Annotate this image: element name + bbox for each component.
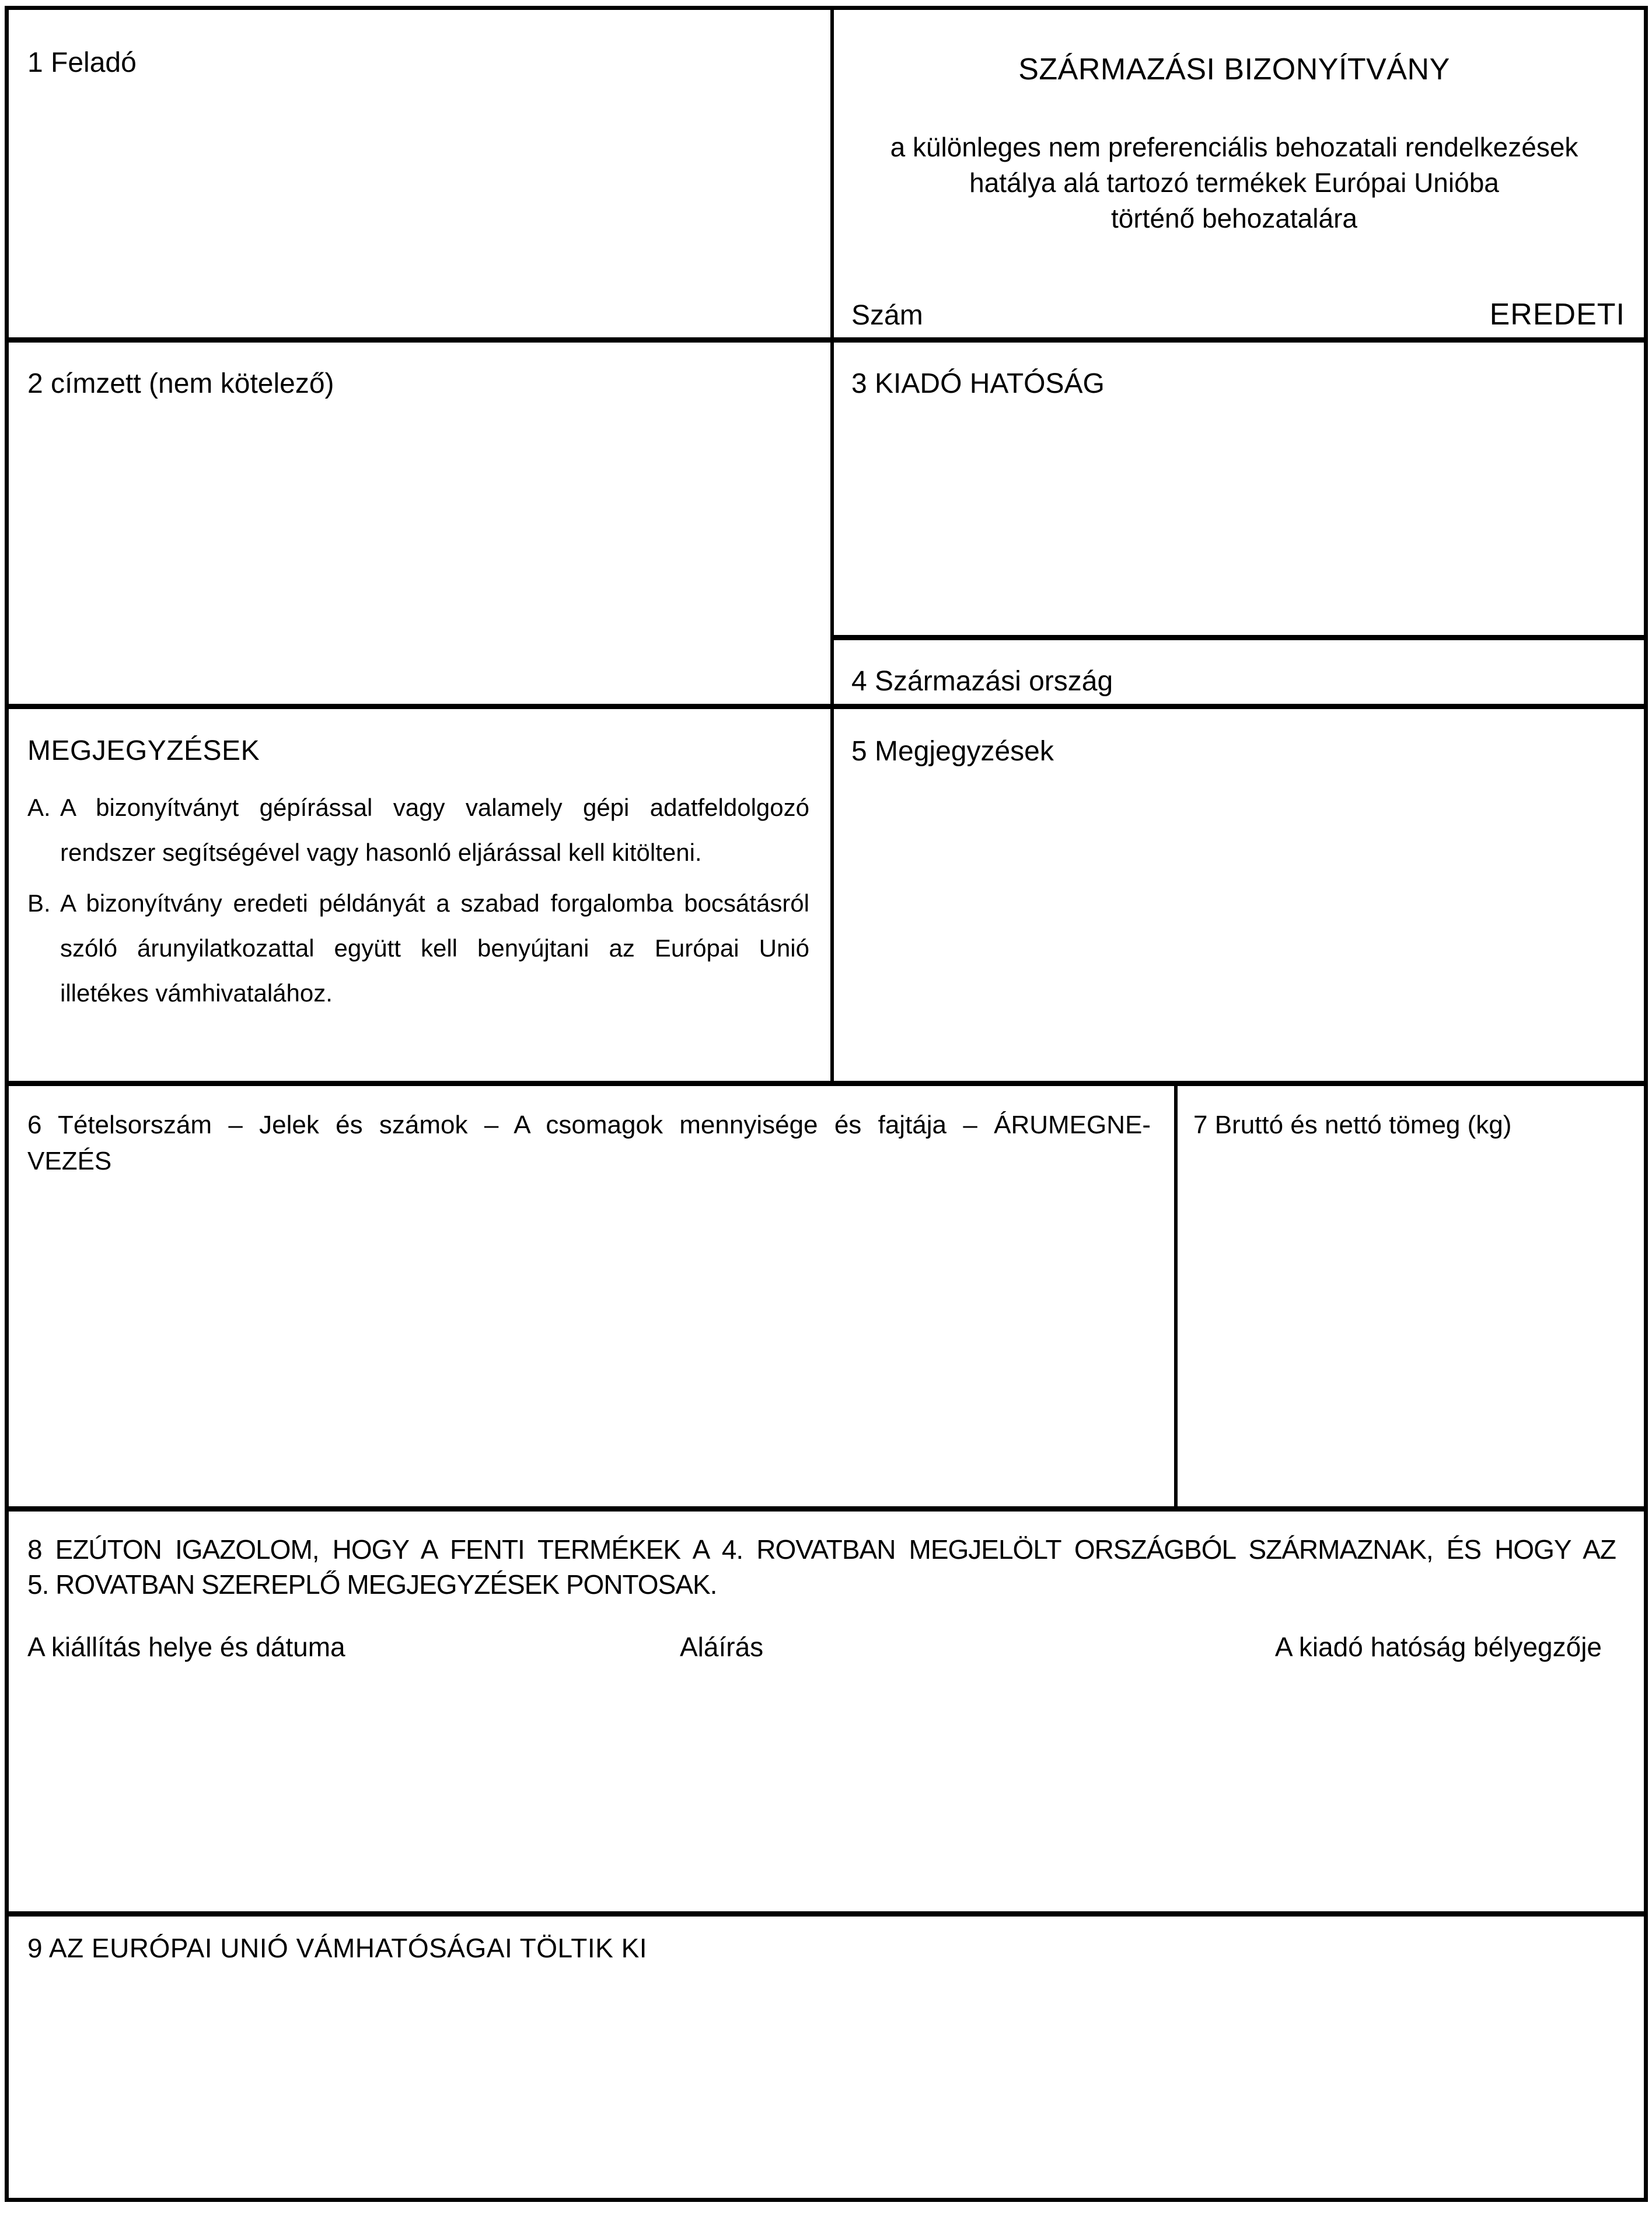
- box3-issuing-authority-label: 3 KIADÓ HATÓSÁG: [851, 368, 1105, 399]
- subtitle-line-3: történő behozatalára: [1111, 203, 1357, 233]
- notes-heading: MEGJEGYZÉSEK: [27, 735, 260, 766]
- divider-below-box4: [9, 704, 1644, 709]
- document-title: SZÁRMAZÁSI BIZONYÍTVÁNY: [1018, 53, 1450, 86]
- number-label: Szám: [851, 300, 923, 331]
- note-a-text: A bizonyítványt gépírással vagy valamely gépi adatfeldolgozó rendszer segítségével vagy hasonló eljárással kell kitölteni.: [60, 794, 809, 866]
- box6-label-line2: VEZÉS: [27, 1147, 112, 1175]
- document-subtitle: [843, 130, 1625, 236]
- divider-below-notes: [9, 1081, 1644, 1086]
- place-and-date-label: A kiállítás helye és dátuma: [27, 1632, 345, 1662]
- box8-certification-statement: [27, 1532, 1616, 1602]
- divider-main-columns: [830, 10, 834, 1081]
- box8-statement-line1: 8 EZÚTON IGAZOLOM, HOGY A FENTI TERMÉKEK A 4. ROVATBAN MEGJELÖLT ORSZÁGBÓL SZÁRMAZNAK, ÉS HOGY AZ: [27, 1534, 1616, 1565]
- box5-remarks-label: 5 Megjegyzések: [851, 736, 1054, 767]
- divider-below-box3: [830, 635, 1644, 640]
- box9-customs-use-label: 9 AZ EURÓPAI UNIÓ VÁMHATÓSÁGAI TÖLTIK KI: [27, 1933, 648, 1963]
- divider-below-row1: [9, 337, 1644, 343]
- signature-label: Aláírás: [680, 1632, 764, 1662]
- box8-statement-line2: 5. ROVATBAN SZEREPLŐ MEGJEGYZÉSEK PONTOSAK.: [27, 1569, 717, 1600]
- box1-sender-label: 1 Feladó: [27, 47, 137, 78]
- box6-item-description-label: [27, 1107, 1151, 1179]
- note-b: [27, 881, 809, 1015]
- note-a-marker: A.: [27, 794, 51, 821]
- note-b-text: A bizonyítvány eredeti példányát a szabad forgalomba bocsátásról szóló árunyilatkozattal együtt kell benyújtani az Európai Unió illetékes vámhivatalához.: [60, 889, 809, 1007]
- note-a: [27, 785, 809, 875]
- subtitle-line-1: a különleges nem preferenciális behozatali rendelkezések: [890, 132, 1578, 162]
- box2-consignee-label: 2 címzett (nem kötelező): [27, 368, 334, 399]
- divider-below-box8: [9, 1911, 1644, 1917]
- box7-gross-net-weight-label: 7 Bruttó és nettó tömeg (kg): [1193, 1111, 1512, 1139]
- note-b-marker: B.: [27, 889, 51, 917]
- form-outer-border: [5, 6, 1648, 2202]
- box4-country-of-origin-label: 4 Származási ország: [851, 666, 1113, 697]
- original-copy-label: EREDETI: [1489, 298, 1625, 331]
- subtitle-line-2: hatálya alá tartozó termékek Európai Unióba: [969, 167, 1499, 198]
- divider-box6-box7: [1174, 1081, 1178, 1512]
- box6-label-line1: 6 Tételsorszám – Jelek és számok – A csomagok mennyisége és fajtája – ÁRUMEGNE-: [27, 1111, 1151, 1139]
- divider-below-box6: [9, 1506, 1644, 1512]
- issuing-authority-stamp-label: A kiadó hatóság bélyegzője: [1274, 1632, 1602, 1662]
